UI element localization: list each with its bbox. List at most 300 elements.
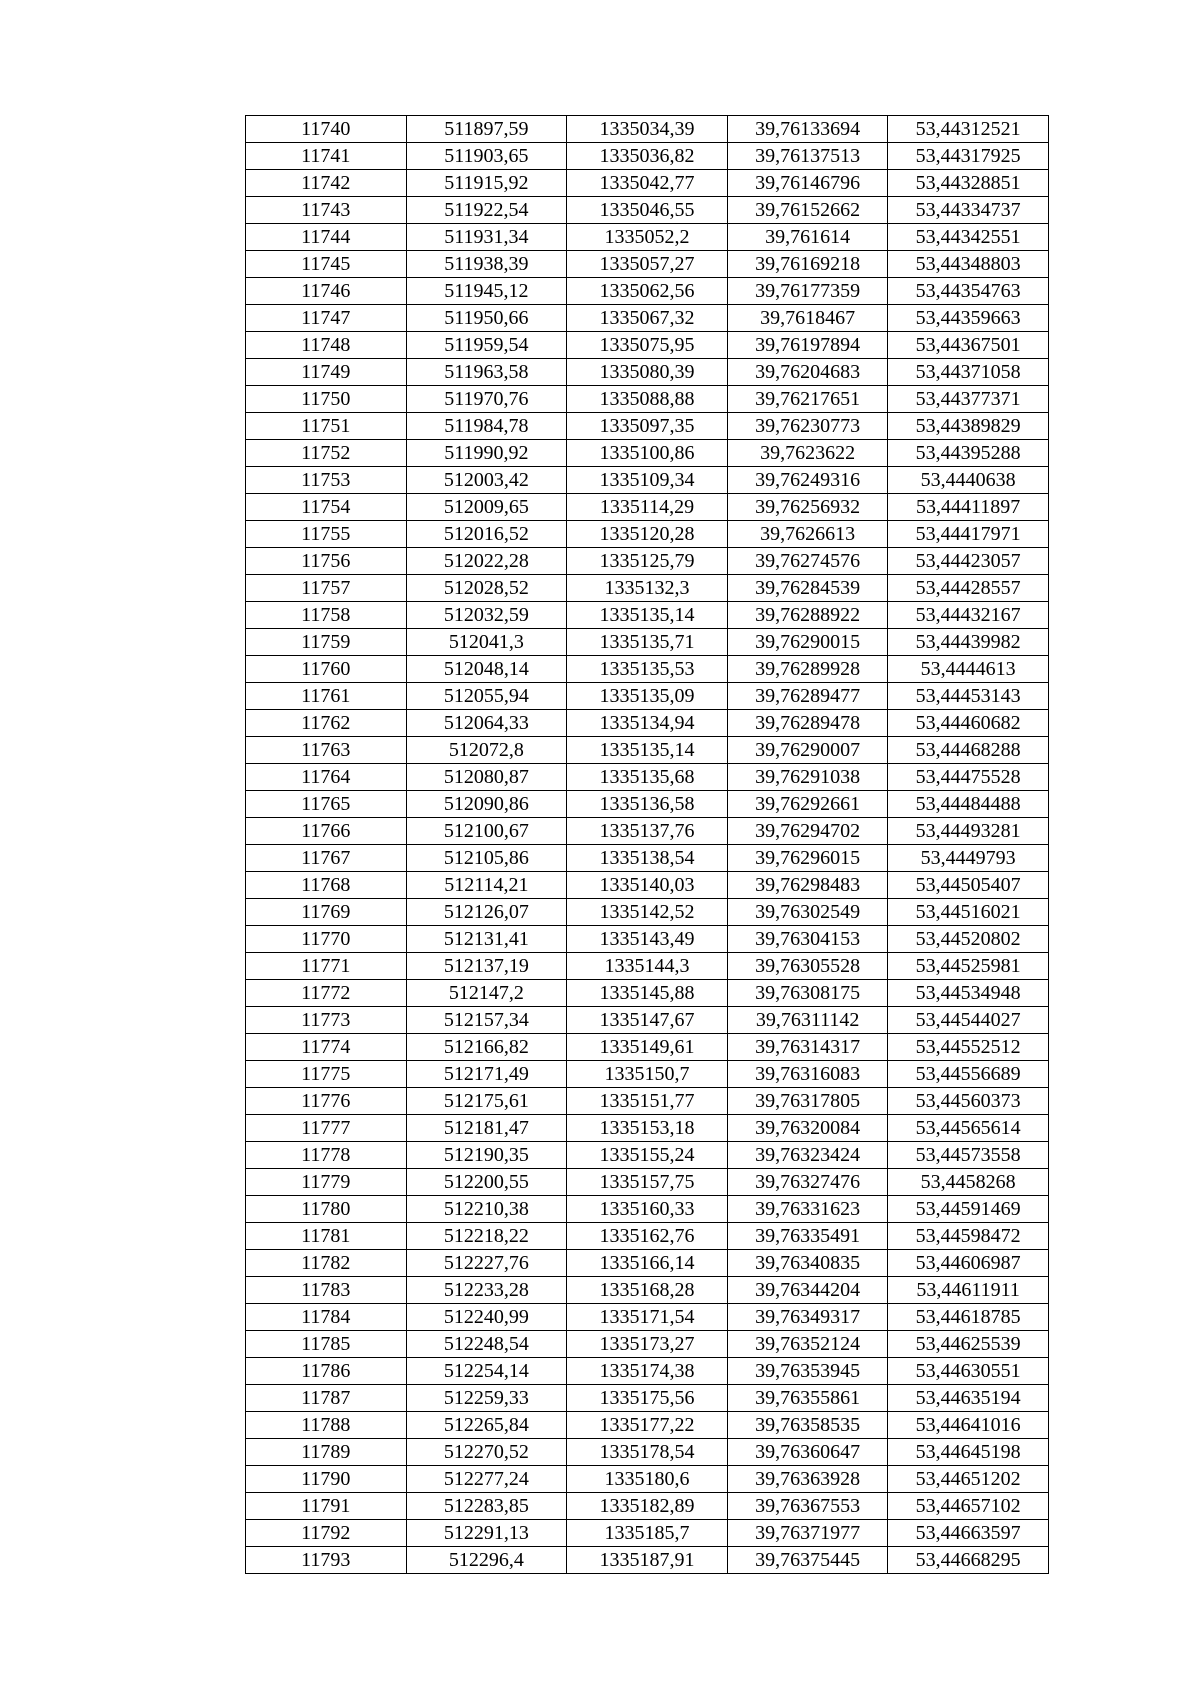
point-number-cell: 11760	[246, 656, 407, 683]
longitude-cell: 39,76349317	[727, 1304, 888, 1331]
longitude-cell: 39,7626613	[727, 521, 888, 548]
longitude-cell: 39,76204683	[727, 359, 888, 386]
point-number-cell: 11763	[246, 737, 407, 764]
point-number-cell: 11773	[246, 1007, 407, 1034]
latitude-cell: 53,44625539	[888, 1331, 1049, 1358]
y-coordinate-cell: 1335036,82	[567, 143, 728, 170]
table-row	[246, 413, 1049, 440]
table-row	[246, 791, 1049, 818]
point-number-cell: 11761	[246, 683, 407, 710]
table-row	[246, 710, 1049, 737]
point-number-cell: 11793	[246, 1547, 407, 1574]
y-coordinate-cell: 1335034,39	[567, 116, 728, 143]
point-number-cell: 11755	[246, 521, 407, 548]
point-number-cell: 11753	[246, 467, 407, 494]
y-coordinate-cell: 1335145,88	[567, 980, 728, 1007]
point-number-cell: 11792	[246, 1520, 407, 1547]
table-body	[246, 116, 1049, 1574]
longitude-cell: 39,76152662	[727, 197, 888, 224]
longitude-cell: 39,76363928	[727, 1466, 888, 1493]
latitude-cell: 53,44475528	[888, 764, 1049, 791]
point-number-cell: 11756	[246, 548, 407, 575]
latitude-cell: 53,44556689	[888, 1061, 1049, 1088]
table-row	[246, 1493, 1049, 1520]
latitude-cell: 53,44534948	[888, 980, 1049, 1007]
longitude-cell: 39,76177359	[727, 278, 888, 305]
y-coordinate-cell: 1335147,67	[567, 1007, 728, 1034]
y-coordinate-cell: 1335157,75	[567, 1169, 728, 1196]
table-row	[246, 899, 1049, 926]
y-coordinate-cell: 1335151,77	[567, 1088, 728, 1115]
y-coordinate-cell: 1335144,3	[567, 953, 728, 980]
y-coordinate-cell: 1335136,58	[567, 791, 728, 818]
latitude-cell: 53,44389829	[888, 413, 1049, 440]
latitude-cell: 53,44552512	[888, 1034, 1049, 1061]
table-row	[246, 440, 1049, 467]
point-number-cell: 11745	[246, 251, 407, 278]
table-row	[246, 359, 1049, 386]
table-row	[246, 872, 1049, 899]
longitude-cell: 39,76320084	[727, 1115, 888, 1142]
latitude-cell: 53,44544027	[888, 1007, 1049, 1034]
longitude-cell: 39,76197894	[727, 332, 888, 359]
point-number-cell: 11780	[246, 1196, 407, 1223]
latitude-cell: 53,44668295	[888, 1547, 1049, 1574]
point-number-cell: 11758	[246, 602, 407, 629]
x-coordinate-cell: 512210,38	[406, 1196, 567, 1223]
longitude-cell: 39,76274576	[727, 548, 888, 575]
y-coordinate-cell: 1335162,76	[567, 1223, 728, 1250]
latitude-cell: 53,44354763	[888, 278, 1049, 305]
point-number-cell: 11785	[246, 1331, 407, 1358]
table-row	[246, 1196, 1049, 1223]
y-coordinate-cell: 1335135,14	[567, 602, 728, 629]
longitude-cell: 39,76311142	[727, 1007, 888, 1034]
y-coordinate-cell: 1335135,53	[567, 656, 728, 683]
y-coordinate-cell: 1335140,03	[567, 872, 728, 899]
point-number-cell: 11751	[246, 413, 407, 440]
longitude-cell: 39,76317805	[727, 1088, 888, 1115]
point-number-cell: 11791	[246, 1493, 407, 1520]
table-row	[246, 683, 1049, 710]
latitude-cell: 53,44516021	[888, 899, 1049, 926]
x-coordinate-cell: 512072,8	[406, 737, 567, 764]
y-coordinate-cell: 1335080,39	[567, 359, 728, 386]
table-row	[246, 1142, 1049, 1169]
x-coordinate-cell: 512114,21	[406, 872, 567, 899]
longitude-cell: 39,76249316	[727, 467, 888, 494]
y-coordinate-cell: 1335177,22	[567, 1412, 728, 1439]
y-coordinate-cell: 1335187,91	[567, 1547, 728, 1574]
longitude-cell: 39,76290007	[727, 737, 888, 764]
longitude-cell: 39,76302549	[727, 899, 888, 926]
point-number-cell: 11786	[246, 1358, 407, 1385]
y-coordinate-cell: 1335153,18	[567, 1115, 728, 1142]
longitude-cell: 39,76316083	[727, 1061, 888, 1088]
x-coordinate-cell: 511984,78	[406, 413, 567, 440]
point-number-cell: 11779	[246, 1169, 407, 1196]
y-coordinate-cell: 1335150,7	[567, 1061, 728, 1088]
y-coordinate-cell: 1335137,76	[567, 818, 728, 845]
table-row	[246, 737, 1049, 764]
y-coordinate-cell: 1335143,49	[567, 926, 728, 953]
x-coordinate-cell: 512240,99	[406, 1304, 567, 1331]
x-coordinate-cell: 511922,54	[406, 197, 567, 224]
longitude-cell: 39,76355861	[727, 1385, 888, 1412]
latitude-cell: 53,44460682	[888, 710, 1049, 737]
table-row	[246, 1169, 1049, 1196]
table-row	[246, 629, 1049, 656]
x-coordinate-cell: 512105,86	[406, 845, 567, 872]
table-row	[246, 980, 1049, 1007]
point-number-cell: 11768	[246, 872, 407, 899]
x-coordinate-cell: 512181,47	[406, 1115, 567, 1142]
y-coordinate-cell: 1335097,35	[567, 413, 728, 440]
point-number-cell: 11783	[246, 1277, 407, 1304]
latitude-cell: 53,4449793	[888, 845, 1049, 872]
longitude-cell: 39,76305528	[727, 953, 888, 980]
latitude-cell: 53,44645198	[888, 1439, 1049, 1466]
x-coordinate-cell: 512090,86	[406, 791, 567, 818]
x-coordinate-cell: 511903,65	[406, 143, 567, 170]
point-number-cell: 11772	[246, 980, 407, 1007]
latitude-cell: 53,44371058	[888, 359, 1049, 386]
x-coordinate-cell: 512048,14	[406, 656, 567, 683]
table-row	[246, 602, 1049, 629]
latitude-cell: 53,44651202	[888, 1466, 1049, 1493]
y-coordinate-cell: 1335134,94	[567, 710, 728, 737]
x-coordinate-cell: 512022,28	[406, 548, 567, 575]
x-coordinate-cell: 511938,39	[406, 251, 567, 278]
longitude-cell: 39,76304153	[727, 926, 888, 953]
latitude-cell: 53,44606987	[888, 1250, 1049, 1277]
table-row	[246, 1034, 1049, 1061]
point-number-cell: 11740	[246, 116, 407, 143]
latitude-cell: 53,44657102	[888, 1493, 1049, 1520]
table-row	[246, 548, 1049, 575]
longitude-cell: 39,76358535	[727, 1412, 888, 1439]
y-coordinate-cell: 1335046,55	[567, 197, 728, 224]
y-coordinate-cell: 1335175,56	[567, 1385, 728, 1412]
point-number-cell: 11775	[246, 1061, 407, 1088]
point-number-cell: 11787	[246, 1385, 407, 1412]
table-row	[246, 143, 1049, 170]
latitude-cell: 53,44367501	[888, 332, 1049, 359]
point-number-cell: 11765	[246, 791, 407, 818]
longitude-cell: 39,76360647	[727, 1439, 888, 1466]
table-row	[246, 1439, 1049, 1466]
table-row	[246, 926, 1049, 953]
x-coordinate-cell: 512016,52	[406, 521, 567, 548]
x-coordinate-cell: 512296,4	[406, 1547, 567, 1574]
longitude-cell: 39,76133694	[727, 116, 888, 143]
x-coordinate-cell: 511897,59	[406, 116, 567, 143]
x-coordinate-cell: 512277,24	[406, 1466, 567, 1493]
latitude-cell: 53,44417971	[888, 521, 1049, 548]
latitude-cell: 53,44439982	[888, 629, 1049, 656]
point-number-cell: 11742	[246, 170, 407, 197]
longitude-cell: 39,76217651	[727, 386, 888, 413]
point-number-cell: 11782	[246, 1250, 407, 1277]
x-coordinate-cell: 511950,66	[406, 305, 567, 332]
latitude-cell: 53,44411897	[888, 494, 1049, 521]
table-row	[246, 575, 1049, 602]
longitude-cell: 39,76323424	[727, 1142, 888, 1169]
table-row	[246, 1223, 1049, 1250]
y-coordinate-cell: 1335185,7	[567, 1520, 728, 1547]
y-coordinate-cell: 1335109,34	[567, 467, 728, 494]
longitude-cell: 39,761614	[727, 224, 888, 251]
latitude-cell: 53,44342551	[888, 224, 1049, 251]
x-coordinate-cell: 512233,28	[406, 1277, 567, 1304]
point-number-cell: 11790	[246, 1466, 407, 1493]
x-coordinate-cell: 512080,87	[406, 764, 567, 791]
latitude-cell: 53,44395288	[888, 440, 1049, 467]
y-coordinate-cell: 1335135,14	[567, 737, 728, 764]
latitude-cell: 53,44618785	[888, 1304, 1049, 1331]
latitude-cell: 53,44641016	[888, 1412, 1049, 1439]
y-coordinate-cell: 1335166,14	[567, 1250, 728, 1277]
table-row	[246, 1412, 1049, 1439]
x-coordinate-cell: 512259,33	[406, 1385, 567, 1412]
longitude-cell: 39,76289928	[727, 656, 888, 683]
y-coordinate-cell: 1335125,79	[567, 548, 728, 575]
longitude-cell: 39,76298483	[727, 872, 888, 899]
table-row	[246, 1466, 1049, 1493]
y-coordinate-cell: 1335052,2	[567, 224, 728, 251]
point-number-cell: 11744	[246, 224, 407, 251]
x-coordinate-cell: 512254,14	[406, 1358, 567, 1385]
table-row	[246, 953, 1049, 980]
latitude-cell: 53,44453143	[888, 683, 1049, 710]
longitude-cell: 39,76289477	[727, 683, 888, 710]
y-coordinate-cell: 1335171,54	[567, 1304, 728, 1331]
x-coordinate-cell: 511945,12	[406, 278, 567, 305]
y-coordinate-cell: 1335088,88	[567, 386, 728, 413]
point-number-cell: 11748	[246, 332, 407, 359]
longitude-cell: 39,76284539	[727, 575, 888, 602]
y-coordinate-cell: 1335132,3	[567, 575, 728, 602]
table-row	[246, 116, 1049, 143]
table-row	[246, 251, 1049, 278]
x-coordinate-cell: 512003,42	[406, 467, 567, 494]
longitude-cell: 39,7623622	[727, 440, 888, 467]
table-row	[246, 818, 1049, 845]
x-coordinate-cell: 512064,33	[406, 710, 567, 737]
longitude-cell: 39,76308175	[727, 980, 888, 1007]
longitude-cell: 39,76296015	[727, 845, 888, 872]
table-row	[246, 1520, 1049, 1547]
x-coordinate-cell: 512166,82	[406, 1034, 567, 1061]
point-number-cell: 11752	[246, 440, 407, 467]
point-number-cell: 11757	[246, 575, 407, 602]
latitude-cell: 53,44428557	[888, 575, 1049, 602]
point-number-cell: 11749	[246, 359, 407, 386]
y-coordinate-cell: 1335042,77	[567, 170, 728, 197]
point-number-cell: 11743	[246, 197, 407, 224]
x-coordinate-cell: 511959,54	[406, 332, 567, 359]
latitude-cell: 53,44328851	[888, 170, 1049, 197]
table-row	[246, 1250, 1049, 1277]
latitude-cell: 53,44493281	[888, 818, 1049, 845]
table-row	[246, 1304, 1049, 1331]
longitude-cell: 39,76367553	[727, 1493, 888, 1520]
x-coordinate-cell: 512190,35	[406, 1142, 567, 1169]
y-coordinate-cell: 1335057,27	[567, 251, 728, 278]
longitude-cell: 39,76331623	[727, 1196, 888, 1223]
coordinate-table	[245, 115, 1049, 1574]
table-row	[246, 845, 1049, 872]
y-coordinate-cell: 1335062,56	[567, 278, 728, 305]
x-coordinate-cell: 511931,34	[406, 224, 567, 251]
point-number-cell: 11777	[246, 1115, 407, 1142]
latitude-cell: 53,44663597	[888, 1520, 1049, 1547]
latitude-cell: 53,44377371	[888, 386, 1049, 413]
point-number-cell: 11767	[246, 845, 407, 872]
latitude-cell: 53,44630551	[888, 1358, 1049, 1385]
x-coordinate-cell: 512041,3	[406, 629, 567, 656]
longitude-cell: 39,76340835	[727, 1250, 888, 1277]
x-coordinate-cell: 512028,52	[406, 575, 567, 602]
table-row	[246, 224, 1049, 251]
x-coordinate-cell: 512200,55	[406, 1169, 567, 1196]
y-coordinate-cell: 1335155,24	[567, 1142, 728, 1169]
longitude-cell: 39,76335491	[727, 1223, 888, 1250]
table-row	[246, 1115, 1049, 1142]
x-coordinate-cell: 511970,76	[406, 386, 567, 413]
latitude-cell: 53,44432167	[888, 602, 1049, 629]
point-number-cell: 11788	[246, 1412, 407, 1439]
y-coordinate-cell: 1335135,68	[567, 764, 728, 791]
latitude-cell: 53,4444613	[888, 656, 1049, 683]
x-coordinate-cell: 512055,94	[406, 683, 567, 710]
y-coordinate-cell: 1335067,32	[567, 305, 728, 332]
point-number-cell: 11759	[246, 629, 407, 656]
longitude-cell: 39,76288922	[727, 602, 888, 629]
x-coordinate-cell: 512126,07	[406, 899, 567, 926]
latitude-cell: 53,44635194	[888, 1385, 1049, 1412]
table-row	[246, 764, 1049, 791]
latitude-cell: 53,44317925	[888, 143, 1049, 170]
x-coordinate-cell: 512032,59	[406, 602, 567, 629]
x-coordinate-cell: 511915,92	[406, 170, 567, 197]
y-coordinate-cell: 1335173,27	[567, 1331, 728, 1358]
longitude-cell: 39,76327476	[727, 1169, 888, 1196]
latitude-cell: 53,44484488	[888, 791, 1049, 818]
table-row	[246, 386, 1049, 413]
table-row	[246, 278, 1049, 305]
x-coordinate-cell: 512227,76	[406, 1250, 567, 1277]
y-coordinate-cell: 1335120,28	[567, 521, 728, 548]
point-number-cell: 11771	[246, 953, 407, 980]
point-number-cell: 11781	[246, 1223, 407, 1250]
longitude-cell: 39,76169218	[727, 251, 888, 278]
table-row	[246, 1331, 1049, 1358]
table-row	[246, 332, 1049, 359]
point-number-cell: 11770	[246, 926, 407, 953]
latitude-cell: 53,44591469	[888, 1196, 1049, 1223]
longitude-cell: 39,76256932	[727, 494, 888, 521]
table-row	[246, 170, 1049, 197]
longitude-cell: 39,76294702	[727, 818, 888, 845]
y-coordinate-cell: 1335100,86	[567, 440, 728, 467]
table-row	[246, 197, 1049, 224]
x-coordinate-cell: 511963,58	[406, 359, 567, 386]
y-coordinate-cell: 1335114,29	[567, 494, 728, 521]
longitude-cell: 39,76292661	[727, 791, 888, 818]
y-coordinate-cell: 1335160,33	[567, 1196, 728, 1223]
x-coordinate-cell: 512157,34	[406, 1007, 567, 1034]
table-row	[246, 1358, 1049, 1385]
point-number-cell: 11789	[246, 1439, 407, 1466]
x-coordinate-cell: 512009,65	[406, 494, 567, 521]
table-row	[246, 1385, 1049, 1412]
longitude-cell: 39,76375445	[727, 1547, 888, 1574]
point-number-cell: 11776	[246, 1088, 407, 1115]
y-coordinate-cell: 1335135,09	[567, 683, 728, 710]
table-row	[246, 1007, 1049, 1034]
y-coordinate-cell: 1335135,71	[567, 629, 728, 656]
x-coordinate-cell: 511990,92	[406, 440, 567, 467]
longitude-cell: 39,76146796	[727, 170, 888, 197]
table-row	[246, 494, 1049, 521]
x-coordinate-cell: 512291,13	[406, 1520, 567, 1547]
latitude-cell: 53,44598472	[888, 1223, 1049, 1250]
longitude-cell: 39,76291038	[727, 764, 888, 791]
longitude-cell: 39,76314317	[727, 1034, 888, 1061]
y-coordinate-cell: 1335142,52	[567, 899, 728, 926]
point-number-cell: 11754	[246, 494, 407, 521]
latitude-cell: 53,44505407	[888, 872, 1049, 899]
y-coordinate-cell: 1335075,95	[567, 332, 728, 359]
point-number-cell: 11746	[246, 278, 407, 305]
latitude-cell: 53,4458268	[888, 1169, 1049, 1196]
longitude-cell: 39,76352124	[727, 1331, 888, 1358]
x-coordinate-cell: 512218,22	[406, 1223, 567, 1250]
x-coordinate-cell: 512100,67	[406, 818, 567, 845]
table-row	[246, 656, 1049, 683]
x-coordinate-cell: 512248,54	[406, 1331, 567, 1358]
latitude-cell: 53,44359663	[888, 305, 1049, 332]
point-number-cell: 11764	[246, 764, 407, 791]
x-coordinate-cell: 512147,2	[406, 980, 567, 1007]
longitude-cell: 39,76230773	[727, 413, 888, 440]
table-row	[246, 1088, 1049, 1115]
latitude-cell: 53,4440638	[888, 467, 1049, 494]
table-row	[246, 305, 1049, 332]
x-coordinate-cell: 512137,19	[406, 953, 567, 980]
latitude-cell: 53,44468288	[888, 737, 1049, 764]
table-row	[246, 521, 1049, 548]
longitude-cell: 39,76344204	[727, 1277, 888, 1304]
table-row	[246, 467, 1049, 494]
x-coordinate-cell: 512131,41	[406, 926, 567, 953]
y-coordinate-cell: 1335174,38	[567, 1358, 728, 1385]
latitude-cell: 53,44611911	[888, 1277, 1049, 1304]
y-coordinate-cell: 1335168,28	[567, 1277, 728, 1304]
x-coordinate-cell: 512175,61	[406, 1088, 567, 1115]
y-coordinate-cell: 1335138,54	[567, 845, 728, 872]
point-number-cell: 11774	[246, 1034, 407, 1061]
y-coordinate-cell: 1335178,54	[567, 1439, 728, 1466]
latitude-cell: 53,44565614	[888, 1115, 1049, 1142]
point-number-cell: 11762	[246, 710, 407, 737]
point-number-cell: 11750	[246, 386, 407, 413]
longitude-cell: 39,76353945	[727, 1358, 888, 1385]
y-coordinate-cell: 1335182,89	[567, 1493, 728, 1520]
point-number-cell: 11784	[246, 1304, 407, 1331]
longitude-cell: 39,76289478	[727, 710, 888, 737]
